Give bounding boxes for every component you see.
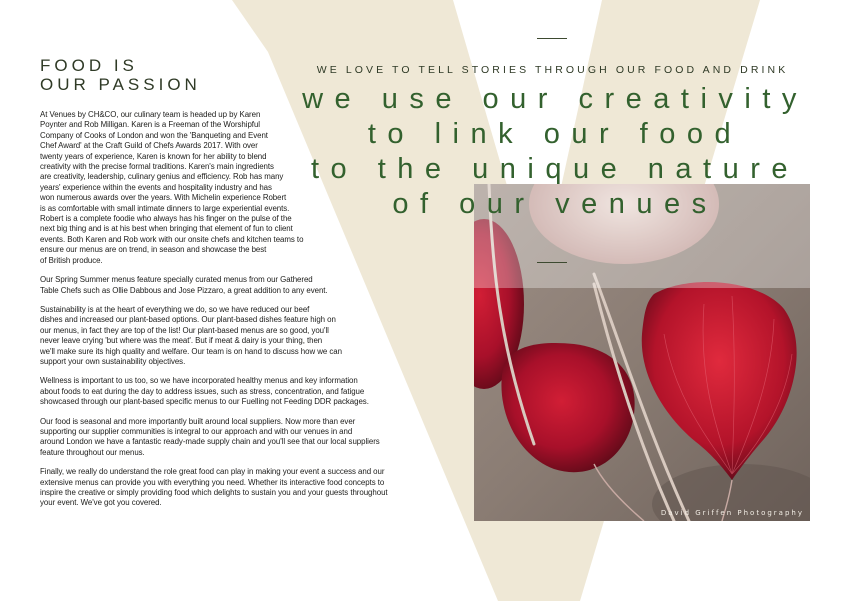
paragraph-sustainability: Sustainability is at the heart of everything we do, so we have reduced our beef dishes and increased our plant-based options. Our plant-based dishes feature high on our menus, in fact they are top of the list! Our plant-based menus are so good, you'll never leave crying 'but where was the meat'. But if meat & dairy is your thing, then we'll make sure its high quality and welfare. Our team is on hand to discuss how we can support your own sustainability objectives. [40, 304, 342, 366]
quote-line-3: to the unique nature [311, 153, 799, 185]
photo-credit: David Griffen Photography [660, 509, 804, 517]
heading-line-1: FOOD IS [40, 56, 138, 75]
beetroot-photo [474, 184, 810, 521]
beetroot-illustration [474, 184, 810, 521]
paragraph-seasonal: Our food is seasonal and more importantly built around local suppliers. Now more than ever supporting our supplier communities is integral to our approach and with our venues in and around London we have a fantastic ready-made supply chain and you'll see that our local suppliers feature throughout our menus. [40, 416, 380, 457]
pull-quote [285, 82, 825, 222]
paragraph-finally: Finally, we really do understand the role great food can play in making your event a success and our extensive menus can provide you with everything you need. Whether its interactive food concepts to inspire the creative or simply providing food which delights to sustain you and your guests throughout your event. We've got you covered. [40, 467, 388, 508]
paragraph-wellness: Wellness is important to us too, so we have incorporated healthy menus and key information about foods to eat during the day to address issues, such as stress, concentration, and fatigue showcased through our plant-based specific menus to our Fuelling not Feeding DDR packages. [40, 376, 369, 407]
quote-line-2: to link our food [367, 118, 743, 150]
bottom-divider-rule [537, 262, 567, 263]
top-divider-rule [537, 38, 567, 39]
paragraph-spring-summer: Our Spring Summer menus feature specially curated menus from our Gathered Table Chefs such as Ollie Dabbous and Jose Pizzaro, a great addition to any event. [40, 275, 328, 295]
quote-line-4: of our venues [392, 188, 718, 220]
tagline: WE LOVE TO TELL STORIES THROUGH OUR FOOD AND DRINK [316, 64, 789, 76]
paragraph-culinary-team: At Venues by CH&CO, our culinary team is headed up by Karen Poynter and Rob Milligan. Karen is a Freeman of the Worshipful Company of Cooks of London and won the 'Banqueting and Event Chef Award' at the Craft Guild of Chefs Awards 2017. With over twenty years of experience, Karen is known for her ability to blend creativity with the precise formal traditions. Karen's main ingredients are creativity, leadership, culinary genius and efficiency. Rob has many years' experience within the events and hospitality industry and has won numerous awards over the years. With Michelin experience Robert is as comfortable with small intimate dinners to large experiential events. Robert is a complete foodie who always has his finger on the pulse of the next big thing and is at his best when bringing that element of fun to client events. Both Karen and Rob work with our onsite chefs and kitchen teams to ensure our menus are on trend, in season and showcase the best of British produce. [40, 110, 304, 265]
quote-line-1: we use our creativity [302, 83, 808, 115]
heading-line-2: OUR PASSION [40, 75, 201, 94]
